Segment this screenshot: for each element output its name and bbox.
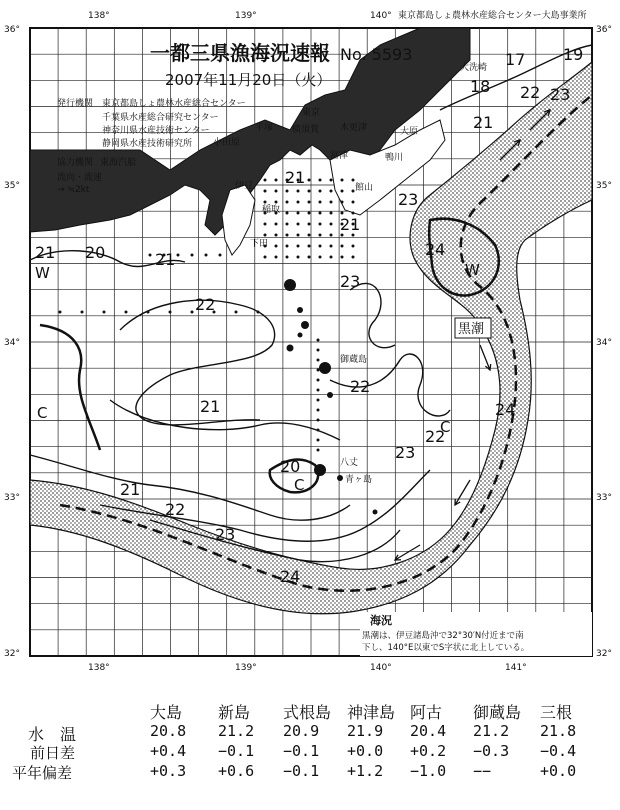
place-name: 東京: [302, 108, 321, 118]
observation-point: [308, 212, 311, 215]
isotherm-label: 24: [280, 567, 301, 586]
normal-diff-cell: +0.3: [150, 762, 187, 780]
isotherm-label: 23: [215, 525, 236, 544]
isotherm-label: 22: [195, 295, 216, 314]
observation-point: [308, 234, 311, 237]
lat-label-left: 34°: [4, 338, 20, 348]
prev-day-diff-cell: −0.1: [218, 742, 255, 760]
row-label-prev-day: 前日差: [30, 744, 76, 762]
place-name: 富津: [330, 151, 349, 161]
agencies-label: 発行機関: [57, 99, 94, 109]
observation-point: [317, 339, 320, 342]
observation-point: [264, 223, 267, 226]
observation-point: [275, 234, 278, 237]
place-name: 鴨川: [385, 153, 404, 163]
lon-label-top: 138°: [88, 11, 110, 21]
observation-point: [319, 201, 322, 204]
top-credit: 東京都島しょ農林水産総合センター大島事業所: [398, 11, 587, 21]
lat-label-left: 32°: [4, 649, 20, 659]
observation-point: [191, 254, 194, 257]
isotherm-label: 21: [340, 215, 361, 234]
observation-point: [286, 234, 289, 237]
island-aogashima: [373, 510, 378, 515]
isotherm-label: 23: [398, 190, 419, 209]
observation-point: [317, 399, 320, 402]
place-name: 平塚: [255, 123, 274, 133]
observation-point: [330, 234, 333, 237]
isotherm-label: 23: [340, 272, 361, 291]
isotherm-label: 24: [425, 240, 446, 259]
page-title: 一都三県漁海況速報: [150, 41, 330, 65]
isotherm-label: 21: [120, 480, 141, 499]
observation-point: [275, 190, 278, 193]
observation-point: [308, 223, 311, 226]
observation-point: [275, 223, 278, 226]
cold-water-mark: C: [294, 476, 305, 494]
observation-point: [317, 449, 320, 452]
observation-point: [330, 190, 333, 193]
lon-label-bottom: 141°: [505, 663, 527, 673]
agency-item: 静岡県水産技術研究所: [102, 139, 193, 149]
station-header: 大島: [150, 703, 183, 722]
coop-value: 東海汽船: [100, 158, 137, 168]
coop-label: 協力機関: [57, 158, 94, 168]
cold-water-mark: C: [37, 404, 48, 422]
observation-point: [205, 254, 208, 257]
observation-point: [341, 201, 344, 204]
prev-day-diff-cell: +0.0: [347, 742, 384, 760]
observation-point: [317, 349, 320, 352]
place-name: 横須賀: [292, 125, 320, 135]
observation-point: [341, 179, 344, 182]
lat-label-right: 33°: [596, 493, 612, 503]
observation-point: [352, 201, 355, 204]
island-toshima: [297, 307, 303, 313]
observation-point: [308, 256, 311, 259]
observation-point: [319, 212, 322, 215]
observation-point: [264, 190, 267, 193]
observation-point: [317, 379, 320, 382]
observation-point: [286, 223, 289, 226]
isotherm-label: 22: [350, 377, 371, 396]
legend-scale: → ≒2kt: [57, 185, 90, 195]
observation-point: [319, 256, 322, 259]
legend-label: 流向・流速: [57, 173, 103, 183]
observation-point: [330, 245, 333, 248]
observation-point: [297, 234, 300, 237]
lon-label-bottom: 140°: [370, 663, 392, 673]
warm-water-mark: W: [35, 264, 50, 282]
observation-point: [169, 311, 172, 314]
lat-label-left: 36°: [4, 25, 20, 35]
isotherm-label: 17: [505, 50, 526, 69]
observation-point: [319, 179, 322, 182]
observation-point: [352, 256, 355, 259]
isotherm-label: 22: [165, 500, 186, 519]
island-miyake: [319, 362, 331, 374]
observation-point: [319, 245, 322, 248]
normal-diff-cell: +0.0: [540, 762, 577, 780]
place-name: 八丈: [340, 458, 359, 468]
place-name: 青ヶ島: [345, 475, 373, 485]
observation-point: [191, 311, 194, 314]
observation-point: [264, 234, 267, 237]
observation-point: [286, 190, 289, 193]
observation-point: [297, 256, 300, 259]
normal-diff-cell: −0.1: [283, 762, 320, 780]
observation-point: [286, 212, 289, 215]
observation-point: [297, 245, 300, 248]
prev-day-diff-cell: −0.4: [540, 742, 577, 760]
observation-point: [275, 245, 278, 248]
observation-point: [317, 439, 320, 442]
prev-day-diff-cell: −0.1: [283, 742, 320, 760]
station-header: 阿古: [410, 703, 443, 722]
isotherm-label: 24: [495, 400, 516, 419]
isotherm-label: 21: [473, 113, 494, 132]
agency-item: 千葉県水産総合研究センター: [102, 113, 219, 123]
observation-point: [308, 245, 311, 248]
row-label-water-temp: 水 温: [28, 725, 77, 744]
place-name: 下田: [250, 239, 269, 249]
condition-note-line: 黒潮は、伊豆諸島沖で32°30′N付近まで南: [362, 631, 524, 641]
lat-label-right: 36°: [596, 25, 612, 35]
observation-point: [125, 311, 128, 314]
observation-point: [286, 201, 289, 204]
normal-diff-cell: −1.0: [410, 762, 447, 780]
condition-note-title: 海況: [370, 614, 392, 627]
warm-water-mark: W: [465, 261, 480, 279]
place-name: 小田原: [213, 138, 241, 148]
observation-point: [297, 201, 300, 204]
observation-point: [81, 311, 84, 314]
agency-item: 東京都島しょ農林水産総合センター: [102, 99, 246, 109]
lon-label-bottom: 138°: [88, 663, 110, 673]
water-temp-cell: 21.8: [540, 722, 577, 740]
observation-point: [352, 179, 355, 182]
observation-point: [319, 190, 322, 193]
isotherm-label: 21: [285, 168, 306, 187]
station-header: 新島: [218, 703, 251, 722]
observation-point: [297, 190, 300, 193]
station-header: 神津島: [347, 703, 396, 722]
water-temp-cell: 20.4: [410, 722, 447, 740]
observation-point: [103, 311, 106, 314]
water-temp-cell: 21.2: [218, 722, 255, 740]
place-name: 大原: [400, 127, 419, 137]
isotherm-label: 22: [520, 83, 541, 102]
prev-day-diff-cell: +0.4: [150, 742, 187, 760]
observation-point: [264, 179, 267, 182]
observation-point: [341, 256, 344, 259]
observation-point: [319, 223, 322, 226]
isotherm-label: 18: [470, 77, 491, 96]
observation-point: [330, 179, 333, 182]
observation-point: [177, 254, 180, 257]
isotherm-label: 20: [280, 457, 301, 476]
observation-point: [352, 245, 355, 248]
water-temp-cell: 20.9: [283, 722, 320, 740]
observation-point: [317, 389, 320, 392]
island-niijima: [301, 321, 309, 329]
normal-diff-cell: +0.6: [218, 762, 255, 780]
issue-number: No. 5593: [340, 45, 413, 64]
observation-point: [286, 245, 289, 248]
lat-label-right: 35°: [596, 181, 612, 191]
observation-point: [308, 201, 311, 204]
island-oshima: [284, 279, 296, 291]
lat-label-left: 35°: [4, 181, 20, 191]
row-label-normal-diff: 平年偏差: [12, 764, 73, 782]
observation-point: [275, 201, 278, 204]
place-name: 館山: [355, 183, 374, 193]
observation-point: [297, 223, 300, 226]
isotherm-label: 23: [550, 85, 571, 104]
observation-point: [317, 419, 320, 422]
station-header: 御蔵島: [473, 703, 522, 722]
agency-item: 神奈川県水産技術センター: [102, 126, 210, 136]
island-hachijo-kojima: [337, 475, 343, 481]
lon-label-top: 140°: [370, 11, 392, 21]
observation-point: [59, 311, 62, 314]
observation-point: [149, 254, 152, 257]
prev-day-diff-cell: −0.3: [473, 742, 510, 760]
water-temp-table: [0, 690, 620, 810]
observation-point: [264, 201, 267, 204]
place-name: 稲取: [262, 205, 281, 215]
observation-point: [308, 190, 311, 193]
water-temp-cell: 21.9: [347, 722, 384, 740]
observation-point: [219, 254, 222, 257]
place-name: 御蔵島: [340, 355, 368, 365]
station-header: 三根: [540, 703, 573, 722]
observation-point: [330, 201, 333, 204]
place-name: 大洗崎: [460, 63, 488, 73]
isotherm-label: 21: [35, 243, 56, 262]
lat-label-right: 32°: [596, 649, 612, 659]
observation-point: [275, 179, 278, 182]
observation-point: [308, 179, 311, 182]
observation-point: [319, 234, 322, 237]
isotherm-label: 21: [200, 397, 221, 416]
observation-point: [286, 256, 289, 259]
condition-note-line: 下し、140°E以東でS字状に北上している。: [362, 643, 530, 653]
observation-point: [317, 409, 320, 412]
normal-diff-cell: −−: [473, 762, 492, 780]
lat-label-left: 33°: [4, 493, 20, 503]
place-name: 木更津: [340, 123, 368, 133]
place-name: 伊豆: [235, 181, 254, 191]
normal-diff-cell: +1.2: [347, 762, 384, 780]
observation-point: [235, 311, 238, 314]
isotherm-label: 23: [395, 443, 416, 462]
water-temp-cell: 21.2: [473, 722, 510, 740]
observation-point: [275, 256, 278, 259]
observation-point: [330, 223, 333, 226]
lon-label-top: 139°: [235, 11, 257, 21]
water-temp-cell: 20.8: [150, 722, 187, 740]
station-header: 式根島: [283, 703, 332, 722]
lat-label-right: 34°: [596, 338, 612, 348]
lon-label-bottom: 139°: [235, 663, 257, 673]
kuroshio-label: 黒潮: [458, 322, 485, 337]
prev-day-diff-cell: +0.2: [410, 742, 447, 760]
observation-point: [341, 190, 344, 193]
cold-water-mark: C: [440, 418, 451, 436]
issue-date: 2007年11月20日（火）: [165, 71, 332, 89]
island-kozu: [287, 345, 294, 352]
isotherm-label: 19: [563, 45, 584, 64]
observation-point: [317, 369, 320, 372]
observation-point: [330, 212, 333, 215]
island-mikura: [327, 392, 333, 398]
isotherm-label: 20: [85, 243, 106, 262]
observation-point: [264, 256, 267, 259]
observation-point: [317, 359, 320, 362]
observation-point: [341, 245, 344, 248]
observation-point: [297, 212, 300, 215]
isotherm-label: 22: [425, 427, 446, 446]
island-shikine: [298, 333, 303, 338]
observation-point: [330, 256, 333, 259]
isotherm-label: 21: [155, 250, 176, 269]
